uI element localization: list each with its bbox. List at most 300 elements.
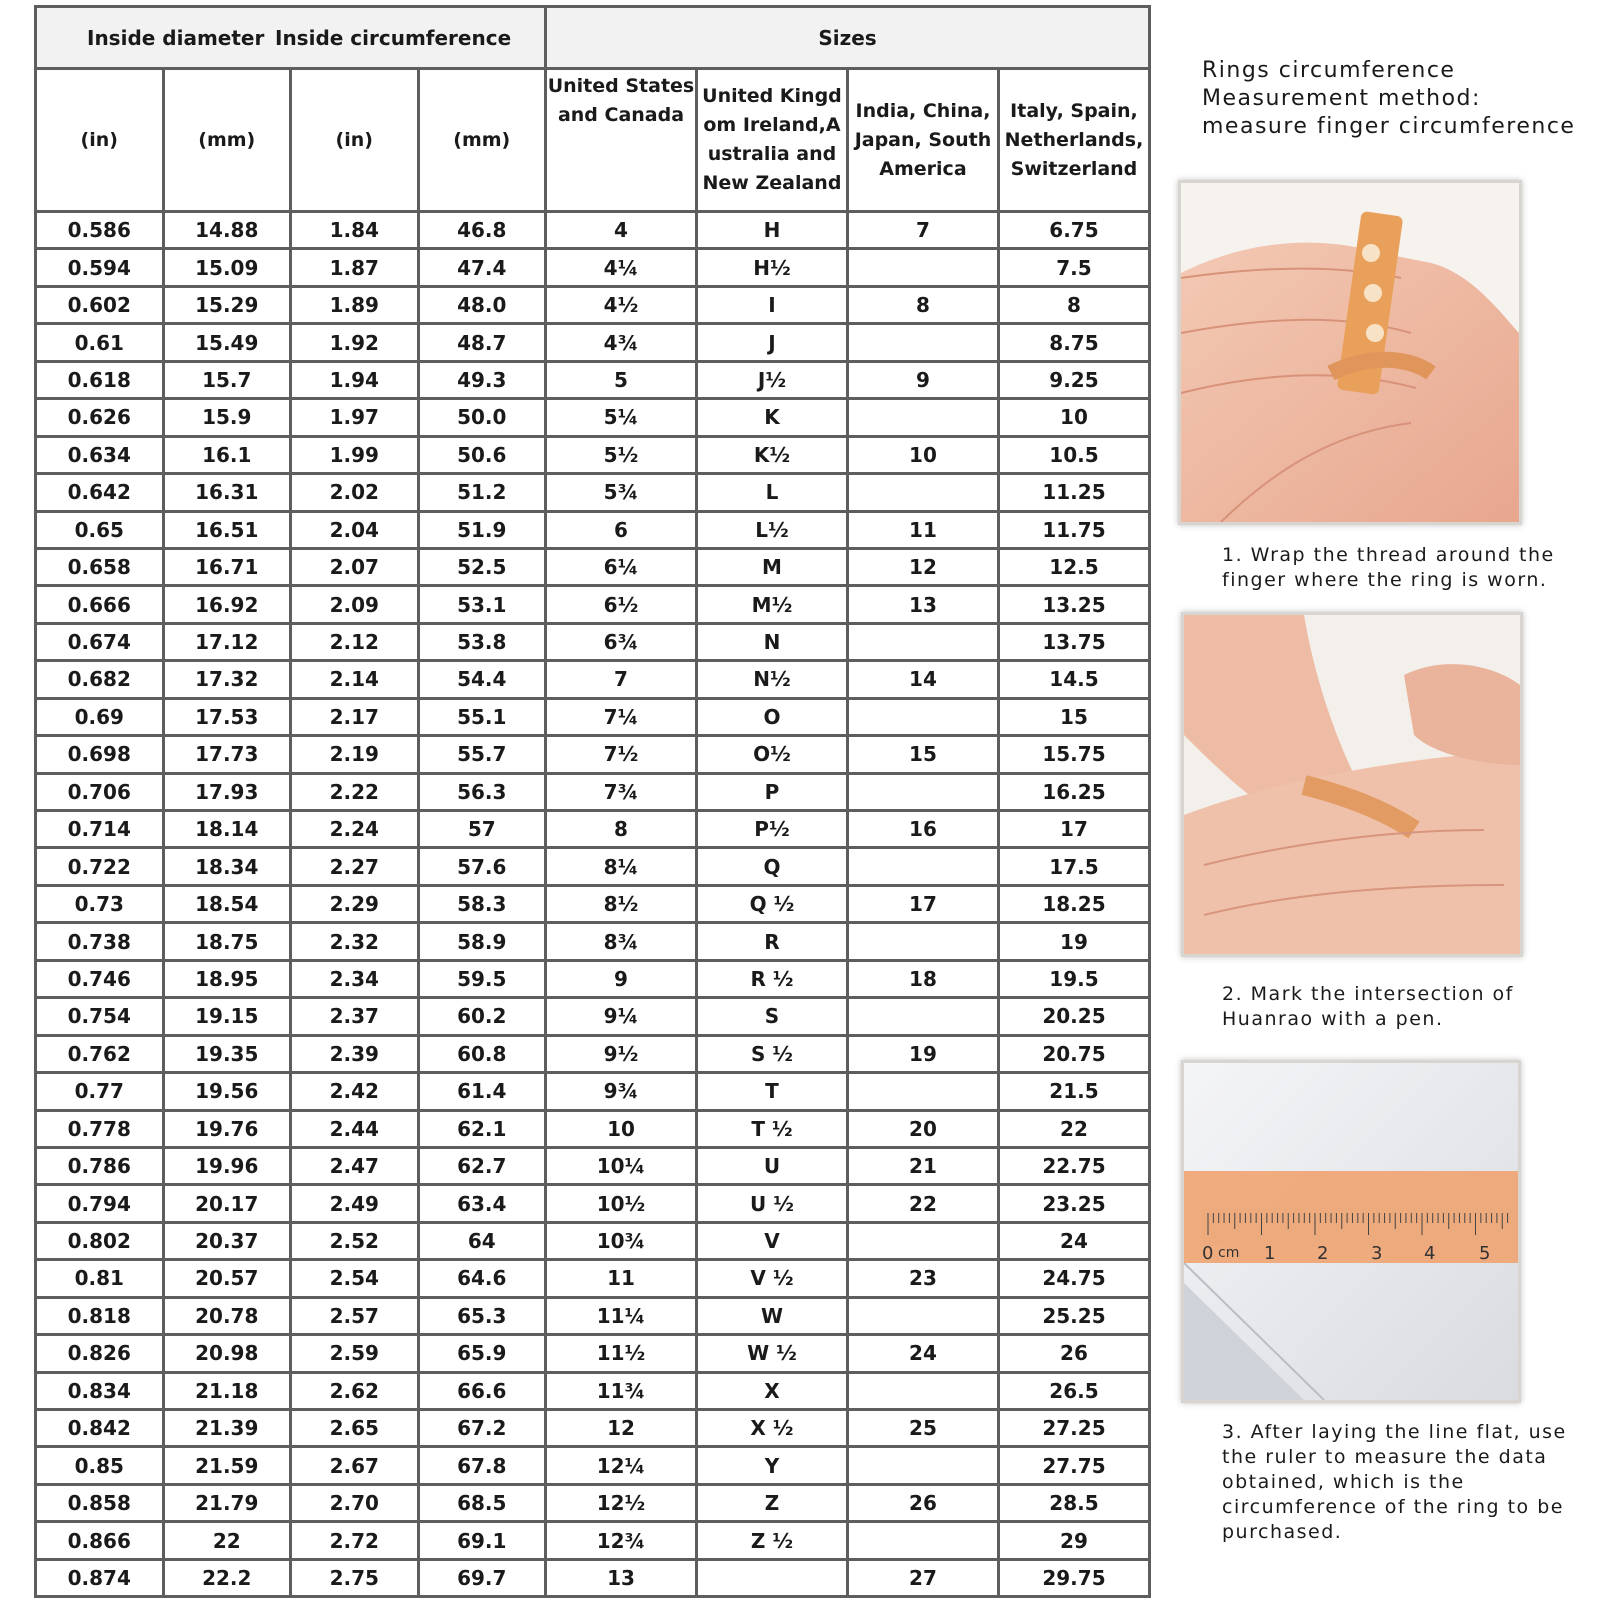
cell-diameter-in: 0.826 (37, 1336, 162, 1370)
cell-size-asia: 13 (849, 587, 997, 621)
cell-size-eu: 17 (1000, 812, 1148, 846)
table-row (37, 887, 1148, 921)
cell-circumference-in: 2.14 (292, 662, 417, 696)
cell-size-us: 11½ (547, 1336, 695, 1370)
cell-size-eu: 15.75 (1000, 737, 1148, 771)
table-row (37, 737, 1148, 771)
cell-size-eu: 22 (1000, 1112, 1148, 1146)
cell-size-asia: 25 (849, 1411, 997, 1445)
table-row (37, 962, 1148, 996)
cell-diameter-mm: 15.9 (165, 400, 290, 434)
cell-size-uk: N (698, 625, 846, 659)
cell-size-us: 9½ (547, 1037, 695, 1071)
cell-size-us: 12¾ (547, 1523, 695, 1557)
cell-size-eu: 26 (1000, 1336, 1148, 1370)
cell-diameter-in: 0.834 (37, 1374, 162, 1408)
cell-size-asia (849, 999, 997, 1033)
cell-size-uk: P½ (698, 812, 846, 846)
table-row (37, 400, 1148, 434)
cell-size-uk: T (698, 1074, 846, 1108)
cell-size-us: 10 (547, 1112, 695, 1146)
cell-diameter-in: 0.642 (37, 475, 162, 509)
cell-diameter-in: 0.858 (37, 1486, 162, 1520)
cell-size-eu: 18.25 (1000, 887, 1148, 921)
cell-circumference-in: 2.62 (292, 1374, 417, 1408)
cell-size-uk: U (698, 1149, 846, 1183)
cell-size-eu: 13.25 (1000, 587, 1148, 621)
table-row (37, 1486, 1148, 1520)
header-india-china-japan-sa: India, China, Japan, South America (849, 70, 997, 210)
cell-size-uk: U ½ (698, 1186, 846, 1220)
cell-size-uk: Z (698, 1486, 846, 1520)
cell-size-uk: W (698, 1299, 846, 1333)
cell-diameter-mm: 19.96 (165, 1149, 290, 1183)
cell-circumference-mm: 64 (420, 1224, 545, 1258)
cell-size-eu: 6.75 (1000, 213, 1148, 247)
cell-circumference-mm: 54.4 (420, 662, 545, 696)
cell-circumference-mm: 60.2 (420, 999, 545, 1033)
cell-diameter-mm: 17.12 (165, 625, 290, 659)
cell-diameter-mm: 20.98 (165, 1336, 290, 1370)
cell-circumference-in: 2.22 (292, 775, 417, 809)
cell-circumference-mm: 67.2 (420, 1411, 545, 1445)
cell-size-uk: T ½ (698, 1112, 846, 1146)
cell-size-asia: 26 (849, 1486, 997, 1520)
cell-diameter-mm: 16.31 (165, 475, 290, 509)
cell-size-eu: 26.5 (1000, 1374, 1148, 1408)
table-row (37, 288, 1148, 322)
cell-diameter-mm: 18.75 (165, 924, 290, 958)
table-header-top (37, 8, 1148, 67)
cell-size-eu: 10.5 (1000, 438, 1148, 472)
cell-size-us: 6¼ (547, 550, 695, 584)
cell-size-eu: 12.5 (1000, 550, 1148, 584)
cell-size-eu: 28.5 (1000, 1486, 1148, 1520)
cell-size-eu: 27.75 (1000, 1448, 1148, 1482)
cell-size-asia: 9 (849, 363, 997, 397)
cell-circumference-mm: 55.7 (420, 737, 545, 771)
cell-size-eu: 22.75 (1000, 1149, 1148, 1183)
cell-size-uk: O½ (698, 737, 846, 771)
cell-diameter-in: 0.842 (37, 1411, 162, 1445)
cell-diameter-in: 0.85 (37, 1448, 162, 1482)
cell-size-uk: I (698, 288, 846, 322)
cell-diameter-mm: 20.17 (165, 1186, 290, 1220)
cell-diameter-in: 0.818 (37, 1299, 162, 1333)
cell-size-eu: 27.25 (1000, 1411, 1148, 1445)
cell-diameter-mm: 18.54 (165, 887, 290, 921)
header-inside-diameter: Inside diameter (87, 25, 265, 50)
cell-size-us: 4¾ (547, 325, 695, 359)
cell-size-asia (849, 1224, 997, 1258)
cell-circumference-in: 2.52 (292, 1224, 417, 1258)
cell-size-eu: 23.25 (1000, 1186, 1148, 1220)
header-dimensions (37, 8, 544, 67)
cell-size-asia: 27 (849, 1561, 997, 1595)
cell-diameter-in: 0.61 (37, 325, 162, 359)
cell-size-us: 8¼ (547, 849, 695, 883)
cell-circumference-in: 2.34 (292, 962, 417, 996)
cell-circumference-in: 2.70 (292, 1486, 417, 1520)
table-row (37, 849, 1148, 883)
table-row (37, 1523, 1148, 1557)
cell-circumference-mm: 69.1 (420, 1523, 545, 1557)
cell-circumference-mm: 46.8 (420, 213, 545, 247)
cell-size-asia (849, 325, 997, 359)
cell-size-asia: 17 (849, 887, 997, 921)
cell-diameter-in: 0.874 (37, 1561, 162, 1595)
table-row (37, 1411, 1148, 1445)
cell-diameter-in: 0.666 (37, 587, 162, 621)
table-row (37, 625, 1148, 659)
cell-size-uk: X ½ (698, 1411, 846, 1445)
header-diameter-mm: (mm) (165, 70, 290, 210)
cell-size-asia: 22 (849, 1186, 997, 1220)
cell-diameter-mm: 15.29 (165, 288, 290, 322)
cell-diameter-in: 0.778 (37, 1112, 162, 1146)
cell-circumference-in: 2.02 (292, 475, 417, 509)
cell-diameter-mm: 15.49 (165, 325, 290, 359)
cell-size-uk: H½ (698, 250, 846, 284)
cell-size-us: 9¾ (547, 1074, 695, 1108)
cell-circumference-in: 1.97 (292, 400, 417, 434)
cell-diameter-mm: 18.34 (165, 849, 290, 883)
cell-size-uk: Q (698, 849, 846, 883)
ruler-label-5: 5 (1479, 1243, 1491, 1264)
cell-size-us: 8¾ (547, 924, 695, 958)
cell-size-uk: J½ (698, 363, 846, 397)
cell-size-eu: 11.25 (1000, 475, 1148, 509)
cell-diameter-mm: 17.53 (165, 700, 290, 734)
cell-size-uk: X (698, 1374, 846, 1408)
cell-diameter-in: 0.722 (37, 849, 162, 883)
header-circumference-mm: (mm) (420, 70, 545, 210)
cell-circumference-mm: 52.5 (420, 550, 545, 584)
cell-diameter-mm: 16.92 (165, 587, 290, 621)
cell-diameter-in: 0.714 (37, 812, 162, 846)
table-row (37, 1261, 1148, 1295)
cell-size-eu: 9.25 (1000, 363, 1148, 397)
cell-size-us: 11 (547, 1261, 695, 1295)
photo-wrap-thread (1178, 180, 1522, 525)
cell-size-uk: R ½ (698, 962, 846, 996)
cell-circumference-mm: 69.7 (420, 1561, 545, 1595)
cell-size-uk: Y (698, 1448, 846, 1482)
cell-diameter-mm: 17.93 (165, 775, 290, 809)
cell-circumference-mm: 55.1 (420, 700, 545, 734)
cell-size-asia: 21 (849, 1149, 997, 1183)
table-row (37, 1224, 1148, 1258)
cell-size-eu: 13.75 (1000, 625, 1148, 659)
cell-size-us: 5 (547, 363, 695, 397)
cell-size-us: 6¾ (547, 625, 695, 659)
ring-size-table-wrapper (34, 5, 1151, 1598)
cell-size-eu: 15 (1000, 700, 1148, 734)
cell-circumference-mm: 50.0 (420, 400, 545, 434)
table-row (37, 1336, 1148, 1370)
cell-circumference-mm: 58.9 (420, 924, 545, 958)
cell-size-eu: 11.75 (1000, 513, 1148, 547)
ruler-label-4: 4 (1424, 1243, 1436, 1264)
cell-diameter-mm: 16.1 (165, 438, 290, 472)
cell-size-us: 4¼ (547, 250, 695, 284)
cell-circumference-in: 2.09 (292, 587, 417, 621)
cell-circumference-in: 2.19 (292, 737, 417, 771)
cell-diameter-in: 0.586 (37, 213, 162, 247)
cell-size-us: 8 (547, 812, 695, 846)
cell-circumference-in: 2.54 (292, 1261, 417, 1295)
cell-size-asia: 18 (849, 962, 997, 996)
cell-size-eu: 10 (1000, 400, 1148, 434)
cell-size-asia: 23 (849, 1261, 997, 1295)
cell-circumference-in: 2.17 (292, 700, 417, 734)
cell-size-asia (849, 849, 997, 883)
cell-circumference-in: 1.99 (292, 438, 417, 472)
ruler-unit: cm (1218, 1245, 1240, 1261)
cell-size-uk: S ½ (698, 1037, 846, 1071)
cell-size-asia: 12 (849, 550, 997, 584)
cell-size-us: 9 (547, 962, 695, 996)
cell-size-us: 8½ (547, 887, 695, 921)
cell-circumference-mm: 48.0 (420, 288, 545, 322)
cell-circumference-in: 2.44 (292, 1112, 417, 1146)
cell-circumference-mm: 56.3 (420, 775, 545, 809)
cell-size-uk: Z ½ (698, 1523, 846, 1557)
cell-diameter-mm: 22 (165, 1523, 290, 1557)
ring-size-table (34, 5, 1151, 1598)
cell-size-us: 7¾ (547, 775, 695, 809)
cell-diameter-mm: 16.71 (165, 550, 290, 584)
cell-circumference-mm: 51.2 (420, 475, 545, 509)
cell-diameter-in: 0.626 (37, 400, 162, 434)
ruler-label-2: 2 (1317, 1243, 1329, 1264)
photo-mark-intersection (1181, 612, 1523, 957)
cell-size-uk: M½ (698, 587, 846, 621)
cell-size-asia: 20 (849, 1112, 997, 1146)
cell-diameter-mm: 20.37 (165, 1224, 290, 1258)
step-1-text: 1. Wrap the thread around the finger where the ring is worn. (1222, 544, 1555, 591)
table-row (37, 662, 1148, 696)
cell-size-uk: L½ (698, 513, 846, 547)
table-row (37, 213, 1148, 247)
table-row (37, 1561, 1148, 1595)
cell-diameter-mm: 19.15 (165, 999, 290, 1033)
cell-size-eu: 25.25 (1000, 1299, 1148, 1333)
cell-size-eu: 21.5 (1000, 1074, 1148, 1108)
photo-ruler-measure (1181, 1060, 1521, 1403)
cell-size-uk: R (698, 924, 846, 958)
cell-size-eu: 8 (1000, 288, 1148, 322)
table-row (37, 1448, 1148, 1482)
guide-title: Rings circumference Measurement method: measure finger circumference (1202, 58, 1576, 139)
cell-size-us: 12¼ (547, 1448, 695, 1482)
table-row (37, 1149, 1148, 1183)
cell-size-asia (849, 700, 997, 734)
cell-circumference-in: 2.29 (292, 887, 417, 921)
cell-diameter-in: 0.77 (37, 1074, 162, 1108)
cell-size-us: 5½ (547, 438, 695, 472)
cell-size-asia (849, 475, 997, 509)
header-diameter-in: (in) (37, 70, 162, 210)
cell-diameter-mm: 19.76 (165, 1112, 290, 1146)
cell-circumference-in: 1.94 (292, 363, 417, 397)
cell-size-eu: 29 (1000, 1523, 1148, 1557)
cell-size-asia: 15 (849, 737, 997, 771)
measurement-guide (1165, 0, 1600, 1600)
cell-size-eu: 24.75 (1000, 1261, 1148, 1295)
header-us-canada: United States and Canada (547, 70, 695, 210)
cell-circumference-mm: 60.8 (420, 1037, 545, 1071)
cell-diameter-mm: 19.35 (165, 1037, 290, 1071)
cell-size-asia: 10 (849, 438, 997, 472)
cell-size-us: 11¾ (547, 1374, 695, 1408)
cell-size-us: 6 (547, 513, 695, 547)
cell-diameter-mm: 21.59 (165, 1448, 290, 1482)
cell-circumference-in: 2.24 (292, 812, 417, 846)
cell-circumference-in: 2.04 (292, 513, 417, 547)
cell-size-eu: 29.75 (1000, 1561, 1148, 1595)
table-row (37, 999, 1148, 1033)
cell-diameter-in: 0.594 (37, 250, 162, 284)
cell-size-us: 10½ (547, 1186, 695, 1220)
cell-diameter-in: 0.65 (37, 513, 162, 547)
cell-size-asia: 16 (849, 812, 997, 846)
cell-diameter-mm: 17.32 (165, 662, 290, 696)
cell-diameter-mm: 17.73 (165, 737, 290, 771)
cell-size-asia (849, 400, 997, 434)
table-row (37, 775, 1148, 809)
step-2-text: 2. Mark the intersection of Huanrao with a pen. (1222, 983, 1514, 1030)
table-row (37, 475, 1148, 509)
cell-diameter-in: 0.698 (37, 737, 162, 771)
cell-size-eu: 20.75 (1000, 1037, 1148, 1071)
cell-size-asia: 19 (849, 1037, 997, 1071)
cell-size-us: 10¾ (547, 1224, 695, 1258)
cell-diameter-in: 0.81 (37, 1261, 162, 1295)
cell-size-eu: 8.75 (1000, 325, 1148, 359)
cell-size-eu: 24 (1000, 1224, 1148, 1258)
cell-size-asia: 14 (849, 662, 997, 696)
header-circumference-in: (in) (292, 70, 417, 210)
cell-size-eu: 14.5 (1000, 662, 1148, 696)
cell-size-asia: 11 (849, 513, 997, 547)
cell-size-us: 13 (547, 1561, 695, 1595)
cell-size-uk (698, 1561, 846, 1595)
cell-size-us: 7¼ (547, 700, 695, 734)
cell-size-eu: 20.25 (1000, 999, 1148, 1033)
cell-size-us: 9¼ (547, 999, 695, 1033)
cell-diameter-in: 0.602 (37, 288, 162, 322)
table-row (37, 250, 1148, 284)
cell-size-asia (849, 1448, 997, 1482)
cell-diameter-in: 0.682 (37, 662, 162, 696)
cell-diameter-mm: 19.56 (165, 1074, 290, 1108)
table-row (37, 1186, 1148, 1220)
table-header-sub (37, 70, 1148, 210)
cell-diameter-mm: 21.18 (165, 1374, 290, 1408)
ruler-label-3: 3 (1371, 1243, 1383, 1264)
cell-circumference-mm: 49.3 (420, 363, 545, 397)
cell-size-asia (849, 1523, 997, 1557)
ruler-label-0: 0 (1202, 1243, 1214, 1264)
header-sizes: Sizes (547, 8, 1148, 67)
cell-circumference-in: 2.49 (292, 1186, 417, 1220)
table-row (37, 325, 1148, 359)
cell-circumference-mm: 48.7 (420, 325, 545, 359)
table-row (37, 513, 1148, 547)
cell-circumference-mm: 64.6 (420, 1261, 545, 1295)
cell-size-us: 7 (547, 662, 695, 696)
cell-diameter-mm: 14.88 (165, 213, 290, 247)
cell-size-asia: 24 (849, 1336, 997, 1370)
cell-circumference-in: 2.57 (292, 1299, 417, 1333)
cell-diameter-in: 0.674 (37, 625, 162, 659)
table-row (37, 1299, 1148, 1333)
table-row (37, 924, 1148, 958)
cell-circumference-mm: 50.6 (420, 438, 545, 472)
cell-circumference-mm: 57.6 (420, 849, 545, 883)
cell-diameter-mm: 18.14 (165, 812, 290, 846)
cell-size-uk: L (698, 475, 846, 509)
cell-circumference-in: 2.37 (292, 999, 417, 1033)
cell-circumference-in: 2.47 (292, 1149, 417, 1183)
cell-size-asia (849, 775, 997, 809)
table-row (37, 812, 1148, 846)
cell-size-uk: K½ (698, 438, 846, 472)
cell-size-uk: J (698, 325, 846, 359)
cell-size-uk: O (698, 700, 846, 734)
cell-size-us: 4½ (547, 288, 695, 322)
cell-size-asia: 7 (849, 213, 997, 247)
table-row (37, 438, 1148, 472)
table-row (37, 363, 1148, 397)
table-row (37, 587, 1148, 621)
cell-diameter-in: 0.73 (37, 887, 162, 921)
cell-circumference-mm: 65.3 (420, 1299, 545, 1333)
cell-size-uk: N½ (698, 662, 846, 696)
cell-size-us: 7½ (547, 737, 695, 771)
cell-diameter-in: 0.738 (37, 924, 162, 958)
cell-circumference-mm: 51.9 (420, 513, 545, 547)
cell-size-us: 11¼ (547, 1299, 695, 1333)
cell-size-us: 6½ (547, 587, 695, 621)
cell-diameter-in: 0.802 (37, 1224, 162, 1258)
cell-diameter-in: 0.794 (37, 1186, 162, 1220)
cell-size-us: 12½ (547, 1486, 695, 1520)
cell-circumference-mm: 53.1 (420, 587, 545, 621)
cell-size-eu: 16.25 (1000, 775, 1148, 809)
cell-circumference-in: 2.27 (292, 849, 417, 883)
cell-circumference-in: 1.84 (292, 213, 417, 247)
cell-circumference-in: 2.75 (292, 1561, 417, 1595)
cell-circumference-in: 2.12 (292, 625, 417, 659)
cell-circumference-in: 1.87 (292, 250, 417, 284)
cell-size-uk: W ½ (698, 1336, 846, 1370)
cell-circumference-in: 2.42 (292, 1074, 417, 1108)
cell-circumference-in: 1.92 (292, 325, 417, 359)
cell-diameter-in: 0.618 (37, 363, 162, 397)
cell-size-uk: V (698, 1224, 846, 1258)
cell-diameter-in: 0.754 (37, 999, 162, 1033)
cell-circumference-in: 2.65 (292, 1411, 417, 1445)
cell-size-uk: S (698, 999, 846, 1033)
header-inside-circumference: Inside circumference (275, 25, 512, 50)
cell-circumference-mm: 53.8 (420, 625, 545, 659)
cell-circumference-mm: 62.7 (420, 1149, 545, 1183)
table-row (37, 700, 1148, 734)
cell-size-eu: 17.5 (1000, 849, 1148, 883)
table-row (37, 1112, 1148, 1146)
